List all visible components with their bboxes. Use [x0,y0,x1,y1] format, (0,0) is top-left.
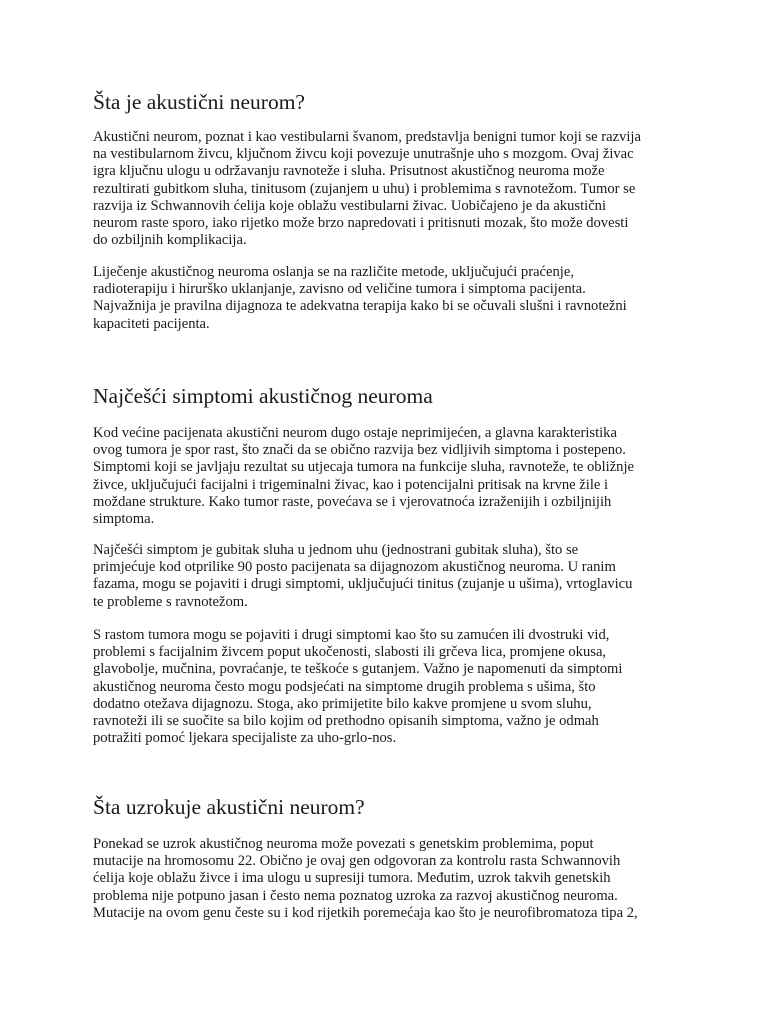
section-heading: Šta uzrokuje akustični neurom? [93,795,365,819]
text-line: glavobolje, mučnina, povraćanje, te teškoće s gutanjem. Važno je napomenuti da simptomi [93,661,623,678]
text-line: akustičnog neuroma često mogu podsjećati na simptome drugih problema s ušima, što [93,678,596,695]
text-line: Liječenje akustičnog neuroma oslanja se na različite metode, uključujući praćenje, [93,264,574,280]
paragraph [93,129,683,249]
text-line: ravnoteži ili se suočite sa bilo kojim od prethodno opisanih simptoma, važno je odmah [93,713,599,730]
text-line: radioterapiju i hirurško uklanjanje, zavisno od veličine tumora i simptoma pacijenta. [93,281,586,298]
paragraph [93,264,683,333]
text-line: Najvažnija je pravilna dijagnoza te adekvatna terapija kako bi se očuvali slušni i ravnotežni [93,298,627,315]
text-line: igra ključnu ulogu u održavanju ravnoteže i sluha. Prisutnost akustičnog neuroma može [93,163,605,180]
paragraph [93,627,683,747]
text-line: potražiti pomoć ljekara specijaliste za uho-grlo-nos. [93,730,397,747]
text-line: do ozbiljnih komplikacija. [93,232,247,249]
text-line: primjećuje kod otprilike 90 posto pacijenata sa dijagnozom akustičnog neuroma. U ranim [93,559,616,576]
text-line: simptoma. [93,511,155,528]
text-line: Simptomi koji se javljaju rezultat su utjecaja tumora na funkcije sluha, ravnoteže, te obližnje [93,459,635,476]
text-line: ovog tumora je spor rast, što znači da se obično razvija bez vidljivih simptoma i postepeno. [93,442,626,459]
text-line: fazama, mogu se pojaviti i drugi simptomi, uključujući tinitus (zujanje u ušima), vrtoglavicu [93,576,633,593]
paragraph [93,425,683,528]
text-line: kapaciteti pacijenta. [93,315,210,332]
text-line: Akustični neurom, poznat i kao vestibularni švanom, predstavlja benigni tumor koji se razvija [93,129,641,145]
section-heading: Šta je akustični neurom? [93,90,305,114]
text-line: na vestibularnom živcu, ključnom živcu koji povezuje unutrašnje uho s mozgom. Ovaj živac [93,146,634,163]
paragraph [93,836,683,922]
text-line: Ponekad se uzrok akustičnog neuroma može povezati s genetskim problemima, poput [93,836,594,852]
text-line: Kod većine pacijenata akustični neurom dugo ostaje neprimijećen, a glavna karakteristika [93,425,617,441]
text-line: dodatno otežava dijagnozu. Stoga, ako primijetite bilo kakve promjene u svom sluhu, [93,695,592,712]
text-line: ćelija koje oblažu živce i ima ulogu u supresiji tumora. Međutim, uzrok takvih genetskih [93,870,611,887]
text-line: te probleme s ravnotežom. [93,593,248,610]
text-line: moždane strukture. Kako tumor raste, povećava se i vjerovatnoća izraženijih i ozbiljnijih [93,493,612,510]
text-line: razvija iz Schwannovih ćelija koje oblažu vestibularni živac. Uobičajeno je da akustični [93,197,607,214]
text-line: rezultirati gubitkom sluha, tinitusom (zujanjem u uhu) i problemima s ravnotežom. Tumor se [93,180,636,197]
text-line: problema nije potpuno jasan i često nema poznatog uzroka za razvoj akustičnog neuroma. [93,887,618,904]
text-line: Mutacije na ovom genu česte su i kod rijetkih poremećaja kao što je neurofibromatoza tipa 2, [93,904,638,921]
text-line: mutacije na hromosomu 22. Obično je ovaj gen odgovoran za kontrolu rasta Schwannovih [93,853,621,870]
paragraph [93,542,683,611]
text-line: živce, uključujući facijalni i trigeminalni živac, kao i potencijalni pritisak na krvne žile i [93,476,609,493]
section-heading: Najčešći simptomi akustičnog neuroma [93,384,433,408]
text-line: problemi s facijalnim živcem poput ukočenosti, slabosti ili grčeva lica, promjene okusa, [93,644,607,661]
text-line: neurom raste sporo, iako rijetko može brzo napredovati i pritisnuti mozak, što može dovesti [93,215,629,232]
text-line: S rastom tumora mogu se pojaviti i drugi simptomi kao što su zamućen ili dvostruki vid, [93,627,610,643]
text-line: Najčešći simptom je gubitak sluha u jednom uhu (jednostrani gubitak sluha), što se [93,542,579,558]
